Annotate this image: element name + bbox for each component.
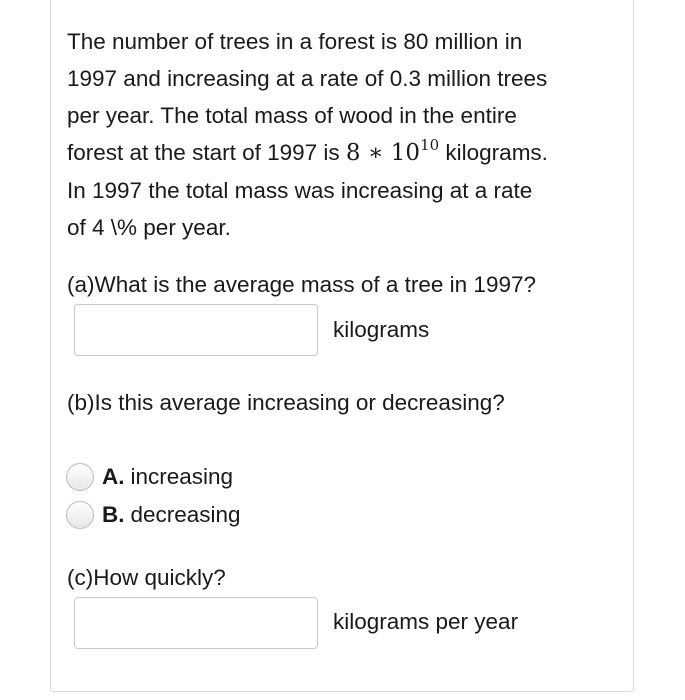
- problem-line-4-before: forest at the start of 1997 is: [67, 140, 346, 165]
- choice-a-letter: A.: [102, 464, 125, 489]
- problem-line-2: 1997 and increasing at a rate of 0.3 million trees: [67, 66, 548, 91]
- choice-b-radio[interactable]: [66, 501, 94, 529]
- choice-a-radio[interactable]: [66, 463, 94, 491]
- math-exponent: 10: [420, 136, 440, 154]
- part-c-question: (c)How quickly?: [67, 565, 226, 590]
- choice-b-letter: B.: [102, 502, 125, 527]
- problem-line-6: of 4 \% per year.: [67, 215, 231, 240]
- problem-line-4-after: kilograms.: [439, 140, 548, 165]
- problem-statement: [67, 23, 627, 246]
- problem-line-3: per year. The total mass of wood in the entire: [67, 103, 517, 128]
- choice-b[interactable]: [66, 499, 241, 531]
- choice-a-label: increasing: [130, 464, 234, 489]
- math-expression: [345, 136, 440, 166]
- choice-a[interactable]: [66, 461, 233, 493]
- problem-line-1: The number of trees in a forest is 80 million in: [67, 29, 523, 54]
- problem-line-5: In 1997 the total mass was increasing at a rate: [67, 178, 533, 203]
- problem-line-4: [67, 134, 627, 172]
- part-a-unit: kilograms: [333, 317, 430, 342]
- part-a-answer-input[interactable]: [74, 304, 318, 356]
- choice-b-label: decreasing: [130, 502, 241, 527]
- part-a-question: (a)What is the average mass of a tree in 1997?: [67, 272, 536, 297]
- math-base: 8 ∗ 10: [345, 140, 421, 166]
- part-b-question: (b)Is this average increasing or decreasing?: [67, 390, 505, 415]
- part-c-answer-input[interactable]: [74, 597, 318, 649]
- part-c-unit: kilograms per year: [333, 609, 519, 634]
